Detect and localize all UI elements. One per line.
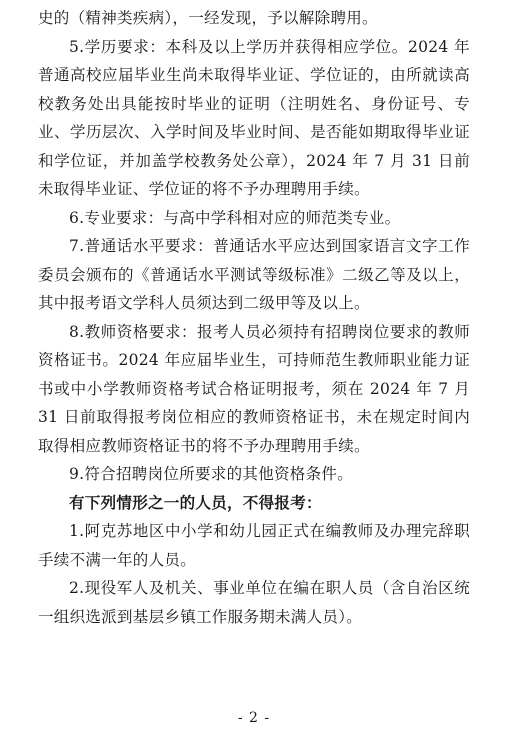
paragraph-continuation: 史的（精神类疾病），一经发现，予以解除聘用。	[38, 9, 378, 27]
paragraph-mandarin-requirement: 7.普通话水平要求：普通话水平应达到国家语言文字工作委员会颁布的《普通话水平测试等级标准》二级乙等及以上，其中报考语文学科人员须达到二级甲等及以上。	[38, 237, 470, 312]
paragraph-major-requirement: 6.专业要求：与高中学科相对应的师范类专业。	[69, 208, 401, 227]
paragraph-education-requirement: 5.学历要求：本科及以上学历并获得相应学位。2024 年普通高校应届毕业生尚未取得毕业证、学位证的，由所就读高校教务处出具能按时毕业的证明（注明姓名、身份证号、专业、学历层次、入学时间及毕业时间、是否能如期取得毕业证和学位证，并加盖学校教务处公章），2024 年 7 月 31 日前未取得毕业证、学位证的将不予办理聘用手续。	[38, 37, 470, 198]
section-heading-ineligible: 有下列情形之一的人员，不得报考：	[69, 492, 322, 512]
paragraph-ineligible-item-1: 1.阿克苏地区中小学和幼儿园正式在编教师及办理完辞职手续不满一年的人员。	[38, 522, 470, 569]
paragraph-other-conditions: 9.符合招聘岗位所要求的其他资格条件。	[69, 465, 353, 483]
paragraph-ineligible-item-2: 2.现役军人及机关、事业单位在编在职人员（含自治区统一组织选派到基层乡镇工作服务期未满人员）。	[38, 579, 470, 626]
page-number: - 2 -	[237, 710, 271, 726]
paragraph-teacher-certificate-requirement: 8.教师资格要求：报考人员必须持有招聘岗位要求的教师资格证书。2024 年应届毕业生，可持师范生教师职业能力证书或中小学教师资格考试合格证明报考，须在 2024 年 7 月 31 日前取得报考岗位相应的教师资格证书，未在规定时间内取得相应教师资格证书的将不予办理聘用手续。	[38, 322, 470, 455]
